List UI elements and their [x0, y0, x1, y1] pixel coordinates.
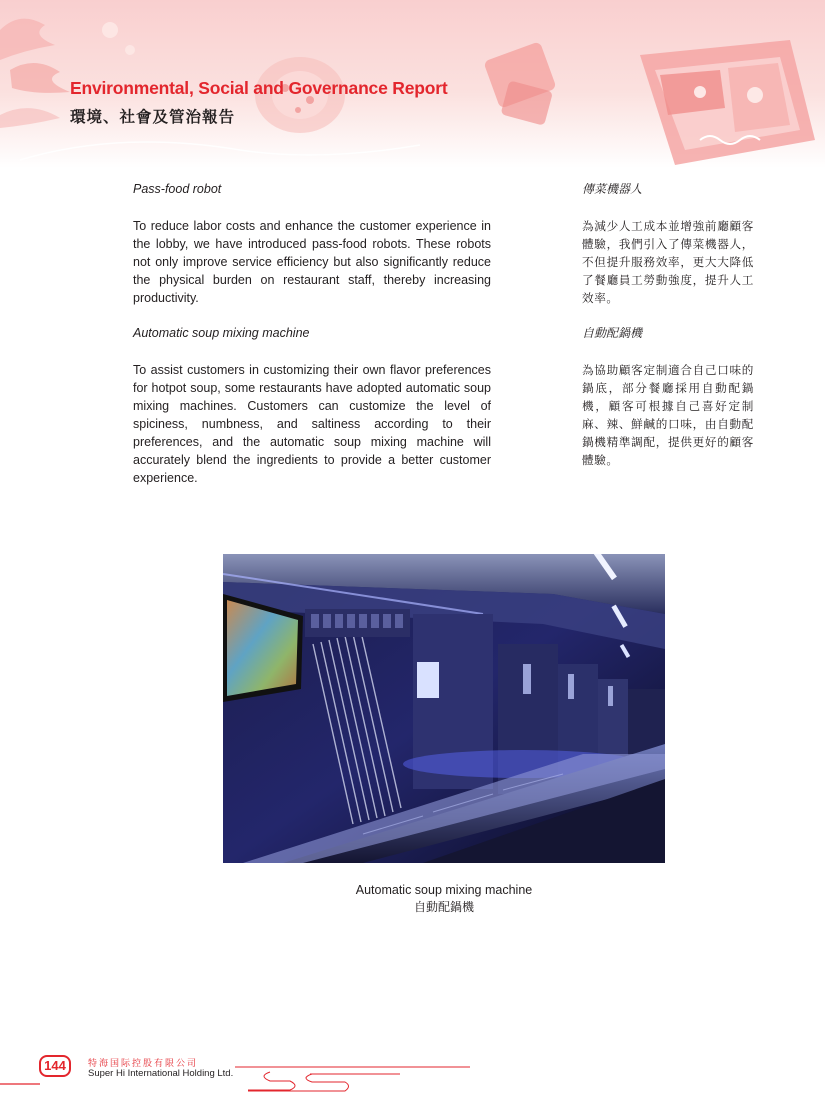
- page-number: 144: [39, 1055, 71, 1077]
- company-name-en: Super Hi International Holding Ltd.: [88, 1068, 234, 1079]
- company-name-zh: 特海国际控股有限公司: [88, 1059, 199, 1069]
- header-banner: [0, 0, 825, 168]
- caption-zh: 自動配鍋機: [413, 900, 474, 914]
- section-body: 為協助顧客定制適合自己口味的鍋底，部分餐廳採用自動配鍋機，顧客可根據自己喜好定制麻、辣、鮮鹹的口味，由自動配鍋機精準調配，提供更好的顧客體驗。: [582, 363, 754, 467]
- section-pass-food-robot-en: [133, 180, 491, 307]
- section-heading: 傳菜機器人: [582, 182, 643, 196]
- section-heading: 自動配鍋機: [582, 326, 643, 340]
- soup-machine-photo: [223, 554, 665, 863]
- caption-en: Automatic soup mixing machine: [355, 883, 533, 897]
- machine-illustration: [223, 554, 665, 863]
- report-title-en: Environmental, Social and Governance Report: [70, 78, 448, 98]
- figure-caption: [223, 882, 665, 916]
- report-title-zh: 環境、社會及管治報告: [70, 108, 236, 126]
- section-soup-mixing-en: [133, 324, 491, 487]
- section-body: 為減少人工成本並增強前廳顧客體驗，我們引入了傳菜機器人，不但提升服務效率，更大大降低了餐廳員工勞動強度，提升人工效率。: [582, 219, 754, 305]
- section-body: To assist customers in customizing their own flavor preferences for hotpot soup, some restaurants have adopted automatic soup mixing machines. Customers can customize the level of spiciness, numbness, and saltiness according to their preferences, and the automatic soup mixing machine will accurately blend the ingredients to provide a better customer experience.: [133, 363, 491, 485]
- section-body: To reduce labor costs and enhance the customer experience in the lobby, we have introduced pass-food robots. These robots not only improve service efficiency but also significantly reduce the physical burden on restaurant staff, thereby increasing productivity.: [133, 219, 491, 305]
- section-heading: Automatic soup mixing machine: [133, 326, 310, 340]
- page-footer: [0, 1050, 825, 1120]
- section-pass-food-robot-zh: [582, 180, 754, 307]
- section-heading: Pass-food robot: [133, 182, 222, 196]
- section-soup-mixing-zh: [582, 324, 754, 469]
